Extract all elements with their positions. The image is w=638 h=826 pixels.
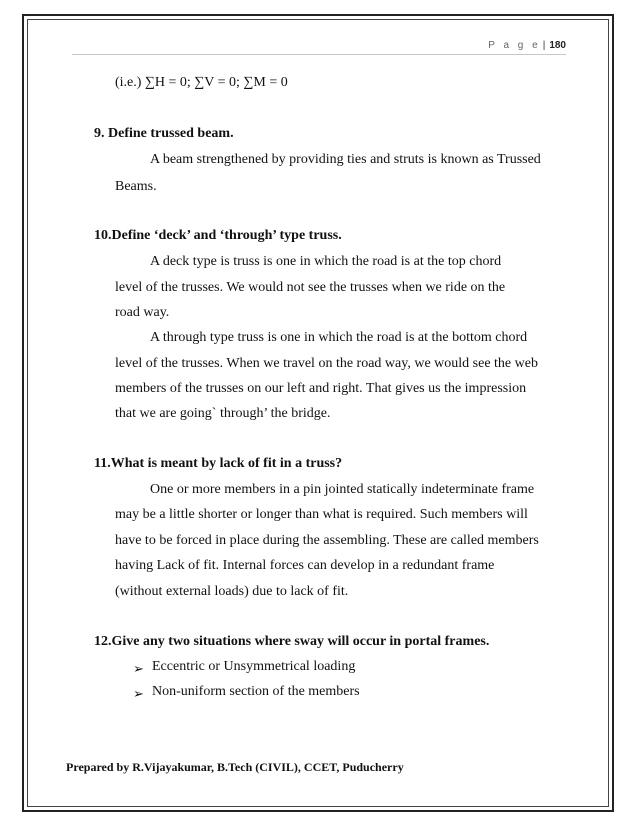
answer-11-line-3: have to be forced in place during the assembling. These are called members <box>115 533 539 548</box>
answer-11-line-5: (without external loads) due to lack of fit. <box>115 584 349 599</box>
answer-11-line-4: having Lack of fit. Internal forces can develop in a redundant frame <box>115 558 495 573</box>
answer-10-line-2: level of the trusses. We would not see the trusses when we ride on the <box>115 280 506 295</box>
page-footer: Prepared by R.Vijayakumar, B.Tech (CIVIL), CCET, Puducherry <box>66 760 404 774</box>
question-9: 9. Define trussed beam. <box>94 126 234 141</box>
page-number: 180 <box>549 40 566 51</box>
header-separator: | <box>542 40 546 51</box>
answer-10-line-7: that we are going` through’ the bridge. <box>115 406 331 421</box>
page-label: P a g e <box>488 40 541 51</box>
answer-10-line-4: A through type truss is one in which the road is at the bottom chord <box>150 330 528 345</box>
answer-9-line-2: Beams. <box>115 179 157 194</box>
arrow-bullet-icon: ➢ <box>133 686 144 701</box>
question-10: 10.Define ‘deck’ and ‘through’ type truss. <box>94 228 342 243</box>
question-11: 11.What is meant by lack of fit in a truss? <box>94 456 343 471</box>
answer-12-item-1: Eccentric or Unsymmetrical loading <box>152 659 356 674</box>
header-rule <box>72 54 566 55</box>
question-12: 12.Give any two situations where sway will occur in portal frames. <box>94 634 490 649</box>
answer-9-line-1: A beam strengthened by providing ties and struts is known as Trussed <box>150 152 541 167</box>
answer-10-line-5: level of the trusses. When we travel on the road way, we would see the web <box>115 356 538 371</box>
answer-10-line-3: road way. <box>115 305 170 320</box>
arrow-bullet-icon: ➢ <box>133 661 144 676</box>
answer-11-line-1: One or more members in a pin jointed statically indeterminate frame <box>150 482 535 497</box>
answer-11-line-2: may be a little shorter or longer than what is required. Such members will <box>115 507 528 522</box>
answer-10-line-6: members of the trusses on our left and right. That gives us the impression <box>115 381 527 396</box>
page-header <box>488 40 566 51</box>
answer-10-line-1: A deck type is truss is one in which the road is at the top chord <box>150 254 502 269</box>
answer-12-item-2: Non-uniform section of the members <box>152 684 360 699</box>
equilibrium-equations: (i.e.) ∑H = 0; ∑V = 0; ∑M = 0 <box>115 75 288 90</box>
